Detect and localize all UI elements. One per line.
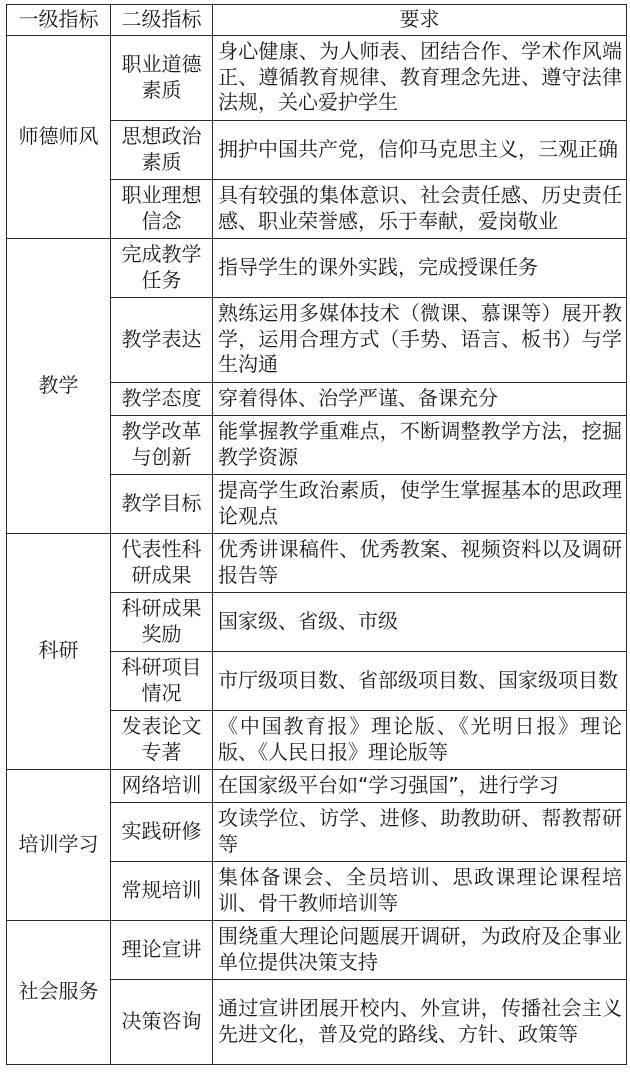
level2-cell: 教学表达 — [111, 297, 213, 382]
requirement-cell: 具有较强的集体意识、社会责任感、历史责任感、职业荣誉感，乐于奉献，爱岗敬业 — [213, 179, 627, 238]
level2-cell: 职业道德素质 — [111, 35, 213, 120]
requirement-cell: 攻读学位、访学、进修、助教助研、帮教帮研等 — [213, 802, 627, 861]
level2-cell: 网络培训 — [111, 769, 213, 802]
header-level2: 二级指标 — [111, 5, 213, 36]
level2-cell: 教学改革与创新 — [111, 415, 213, 474]
requirement-cell: 熟练运用多媒体技术（微课、慕课等）展开教学，运用合理方式（手势、语言、板书）与学生沟通 — [213, 297, 627, 382]
requirement-cell: 拥护中国共产党，信仰马克思主义，三观正确 — [213, 120, 627, 179]
level2-cell: 发表论文专著 — [111, 710, 213, 769]
table-row — [7, 35, 627, 120]
level2-cell: 科研项目情况 — [111, 651, 213, 710]
indicator-table — [6, 4, 627, 1065]
level2-cell: 常规培训 — [111, 861, 213, 920]
level2-cell: 教学目标 — [111, 474, 213, 533]
level1-cell: 师德师风 — [7, 35, 111, 238]
header-requirement: 要求 — [213, 5, 627, 36]
level2-cell: 职业理想信念 — [111, 179, 213, 238]
level2-cell: 实践研修 — [111, 802, 213, 861]
requirement-cell: 《中国教育报》理论版、《光明日报》理论版、《人民日报》理论版等 — [213, 710, 627, 769]
header-level1: 一级指标 — [7, 5, 111, 36]
requirement-cell: 指导学生的课外实践，完成授课任务 — [213, 238, 627, 297]
level2-cell: 理论宣讲 — [111, 920, 213, 979]
indicator-table-container — [6, 4, 626, 1065]
requirement-cell: 能掌握教学重难点，不断调整教学方法，挖掘教学资源 — [213, 415, 627, 474]
requirement-cell: 市厅级项目数、省部级项目数、国家级项目数 — [213, 651, 627, 710]
level2-cell: 决策咨询 — [111, 979, 213, 1064]
table-row — [7, 238, 627, 297]
level1-cell: 科研 — [7, 533, 111, 769]
level2-cell: 思想政治素质 — [111, 120, 213, 179]
requirement-cell: 国家级、省级、市级 — [213, 592, 627, 651]
requirement-cell: 身心健康、为人师表、团结合作、学术作风端正、遵循教育规律、教育理念先进、遵守法律法规，关心爱护学生 — [213, 35, 627, 120]
requirement-cell: 集体备课会、全员培训、思政课理论课程培训、骨干教师培训等 — [213, 861, 627, 920]
level2-cell: 完成教学任务 — [111, 238, 213, 297]
level2-cell: 科研成果奖励 — [111, 592, 213, 651]
requirement-cell: 通过宣讲团展开校内、外宣讲，传播社会主义先进文化，普及党的路线、方针、政策等 — [213, 979, 627, 1064]
requirement-cell: 穿着得体、治学严谨、备课充分 — [213, 382, 627, 415]
table-row — [7, 920, 627, 979]
table-header-row — [7, 5, 627, 36]
level1-cell: 教学 — [7, 238, 111, 533]
requirement-cell: 优秀讲课稿件、优秀教案、视频资料以及调研报告等 — [213, 533, 627, 592]
level2-cell: 代表性科研成果 — [111, 533, 213, 592]
requirement-cell: 提高学生政治素质，使学生掌握基本的思政理论观点 — [213, 474, 627, 533]
level2-cell: 教学态度 — [111, 382, 213, 415]
requirement-cell: 围绕重大理论问题展开调研，为政府及企事业单位提供决策支持 — [213, 920, 627, 979]
level1-cell: 培训学习 — [7, 769, 111, 920]
table-row — [7, 533, 627, 592]
level1-cell: 社会服务 — [7, 920, 111, 1064]
table-row — [7, 769, 627, 802]
requirement-cell: 在国家级平台如“学习强国”，进行学习 — [213, 769, 627, 802]
